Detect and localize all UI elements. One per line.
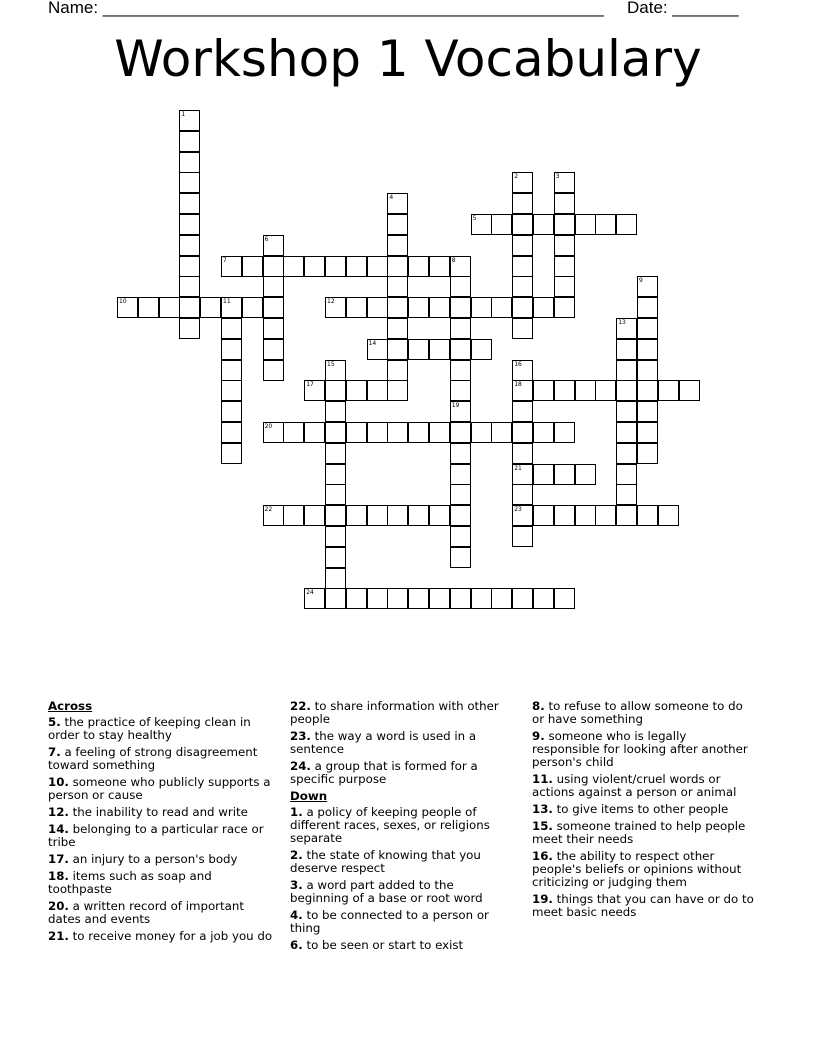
clue-number: 22 <box>264 506 273 514</box>
grid-cell[interactable] <box>325 380 346 401</box>
grid-cell[interactable] <box>450 464 471 485</box>
grid-cell[interactable] <box>512 276 533 297</box>
clue-label: 8. <box>532 699 545 713</box>
grid-cell[interactable] <box>450 276 471 297</box>
grid-cell[interactable] <box>450 297 471 318</box>
clue-label: 21. <box>48 929 69 943</box>
grid-cell[interactable] <box>304 505 325 526</box>
grid-cell[interactable] <box>575 214 596 235</box>
clue-item <box>290 879 510 905</box>
name-field[interactable]: Name: _____________________________________________________ <box>48 0 604 17</box>
grid-cell[interactable] <box>554 172 575 193</box>
grid-cell[interactable] <box>408 256 429 277</box>
grid-cell[interactable] <box>221 256 242 277</box>
clue-item <box>48 900 273 926</box>
grid-cell[interactable] <box>595 380 616 401</box>
grid-cell[interactable] <box>533 380 554 401</box>
grid-cell[interactable] <box>221 401 242 422</box>
grid-cell[interactable] <box>325 568 346 589</box>
grid-cell[interactable] <box>221 318 242 339</box>
grid-cell[interactable] <box>263 360 284 381</box>
clue-text: a feeling of strong disagreement toward something <box>48 745 258 772</box>
grid-cell[interactable] <box>512 401 533 422</box>
clue-text: someone trained to help people meet their needs <box>532 819 746 846</box>
grid-cell[interactable] <box>450 526 471 547</box>
clue-text: to share information with other people <box>290 699 499 726</box>
grid-cell[interactable] <box>429 505 450 526</box>
across-heading: Across <box>48 699 93 713</box>
grid-cell[interactable] <box>471 588 492 609</box>
grid-cell[interactable] <box>325 401 346 422</box>
grid-cell[interactable] <box>450 318 471 339</box>
grid-cell[interactable] <box>325 464 346 485</box>
grid-cell[interactable] <box>325 443 346 464</box>
grid-cell[interactable] <box>263 339 284 360</box>
grid-cell[interactable] <box>325 526 346 547</box>
date-field[interactable]: Date: _______ <box>627 0 739 17</box>
grid-cell[interactable] <box>616 464 637 485</box>
grid-cell[interactable] <box>491 422 512 443</box>
grid-cell[interactable] <box>679 380 700 401</box>
grid-cell[interactable] <box>325 256 346 277</box>
clue-text: to be seen or start to exist <box>302 938 464 952</box>
grid-cell[interactable] <box>387 297 408 318</box>
down-heading: Down <box>290 789 328 803</box>
grid-cell[interactable] <box>325 547 346 568</box>
grid-cell[interactable] <box>471 422 492 443</box>
grid-cell[interactable] <box>367 297 388 318</box>
grid-cell[interactable] <box>491 214 512 235</box>
grid-cell[interactable] <box>512 526 533 547</box>
grid-cell[interactable] <box>512 297 533 318</box>
clue-text: the state of knowing that you deserve respect <box>290 848 481 875</box>
grid-cell[interactable] <box>450 484 471 505</box>
grid-cell[interactable] <box>221 443 242 464</box>
clue-number: 4 <box>389 194 394 202</box>
grid-cell[interactable] <box>512 464 533 485</box>
clue-text: belonging to a particular race or tribe <box>48 822 264 849</box>
grid-cell[interactable] <box>533 214 554 235</box>
clue-label: 1. <box>290 805 303 819</box>
grid-cell[interactable] <box>616 422 637 443</box>
clue-number: 19 <box>451 402 460 410</box>
grid-cell[interactable] <box>200 297 221 318</box>
clue-number: 8 <box>451 256 456 264</box>
grid-cell[interactable] <box>179 276 200 297</box>
clue-item <box>290 700 510 726</box>
grid-cell[interactable] <box>387 360 408 381</box>
grid-cell[interactable] <box>346 588 367 609</box>
grid-cell[interactable] <box>616 484 637 505</box>
grid-cell[interactable] <box>408 339 429 360</box>
grid-cell[interactable] <box>637 276 658 297</box>
clue-label: 6. <box>290 938 303 952</box>
grid-cell[interactable] <box>138 297 159 318</box>
grid-cell[interactable] <box>491 588 512 609</box>
grid-cell[interactable] <box>387 380 408 401</box>
grid-cell[interactable] <box>221 360 242 381</box>
clue-item <box>48 870 273 896</box>
grid-cell[interactable] <box>616 214 637 235</box>
grid-cell[interactable] <box>387 214 408 235</box>
grid-cell[interactable] <box>637 505 658 526</box>
grid-cell[interactable] <box>450 547 471 568</box>
clue-label: 5. <box>48 715 61 729</box>
grid-cell[interactable] <box>242 297 263 318</box>
grid-cell[interactable] <box>179 172 200 193</box>
clue-item <box>532 850 757 889</box>
grid-cell[interactable] <box>616 443 637 464</box>
clue-text: to refuse to allow someone to do or have something <box>532 699 743 726</box>
grid-cell[interactable] <box>179 297 200 318</box>
grid-cell[interactable] <box>429 256 450 277</box>
grid-cell[interactable] <box>283 505 304 526</box>
grid-cell[interactable] <box>325 588 346 609</box>
clue-number: 6 <box>264 235 269 243</box>
clue-label: 3. <box>290 878 303 892</box>
grid-cell[interactable] <box>533 505 554 526</box>
grid-cell[interactable] <box>512 484 533 505</box>
grid-cell[interactable] <box>450 588 471 609</box>
clue-number: 12 <box>327 298 335 306</box>
grid-cell[interactable] <box>616 380 637 401</box>
clue-number: 7 <box>223 256 227 264</box>
clue-label: 22. <box>290 699 311 713</box>
grid-cell[interactable] <box>533 422 554 443</box>
grid-cell[interactable] <box>387 339 408 360</box>
clue-item <box>290 730 510 756</box>
grid-cell[interactable] <box>512 380 533 401</box>
grid-cell[interactable] <box>450 380 471 401</box>
clue-number: 17 <box>306 381 314 389</box>
clue-number: 23 <box>514 506 522 514</box>
clue-number: 16 <box>514 360 522 368</box>
clue-text: things that you can have or do to meet basic needs <box>532 892 754 919</box>
grid-cell[interactable] <box>554 235 575 256</box>
clue-text: to receive money for a job you do <box>68 929 273 943</box>
grid-cell[interactable] <box>283 256 304 277</box>
grid-cell[interactable] <box>450 256 471 277</box>
grid-cell[interactable] <box>575 505 596 526</box>
grid-cell[interactable] <box>554 422 575 443</box>
grid-cell[interactable] <box>554 505 575 526</box>
grid-cell[interactable] <box>387 505 408 526</box>
grid-cell[interactable] <box>387 588 408 609</box>
grid-cell[interactable] <box>512 256 533 277</box>
grid-cell[interactable] <box>554 380 575 401</box>
clue-number: 11 <box>223 298 231 306</box>
grid-cell[interactable] <box>450 505 471 526</box>
grid-cell[interactable] <box>263 505 284 526</box>
grid-cell[interactable] <box>387 276 408 297</box>
grid-cell[interactable] <box>637 422 658 443</box>
grid-cell[interactable] <box>179 131 200 152</box>
grid-cell[interactable] <box>554 256 575 277</box>
grid-cell[interactable] <box>408 297 429 318</box>
grid-cell[interactable] <box>533 297 554 318</box>
clue-item <box>532 730 757 769</box>
grid-cell[interactable] <box>242 256 263 277</box>
page-title: Workshop 1 Vocabulary <box>114 30 702 88</box>
clue-text: the inability to read and write <box>68 805 248 819</box>
clue-number: 18 <box>514 381 522 389</box>
clue-item <box>532 820 757 846</box>
clue-item <box>48 823 273 849</box>
clue-label: 23. <box>290 729 311 743</box>
grid-cell[interactable] <box>450 360 471 381</box>
grid-cell[interactable] <box>179 193 200 214</box>
clue-number: 13 <box>618 319 626 326</box>
clue-text: using violent/cruel words or actions against a person or animal <box>532 772 737 799</box>
clue-label: 24. <box>290 759 311 773</box>
grid-cell[interactable] <box>554 588 575 609</box>
clue-label: 17. <box>48 852 69 866</box>
clue-label: 18. <box>48 869 69 883</box>
grid-cell[interactable] <box>367 588 388 609</box>
grid-cell[interactable] <box>325 360 346 381</box>
clue-number: 2 <box>514 173 519 181</box>
clue-number: 24 <box>306 589 314 597</box>
grid-cell[interactable] <box>159 297 180 318</box>
grid-cell[interactable] <box>512 588 533 609</box>
grid-cell[interactable] <box>387 256 408 277</box>
clue-text: a group that is formed for a specific purpose <box>290 759 478 786</box>
clue-label: 7. <box>48 745 61 759</box>
grid-cell[interactable] <box>221 422 242 443</box>
clue-label: 13. <box>532 802 553 816</box>
clue-item <box>532 773 757 799</box>
clue-label: 14. <box>48 822 69 836</box>
clue-text: to give items to other people <box>552 802 729 816</box>
clue-item <box>290 909 510 935</box>
grid-cell[interactable] <box>575 380 596 401</box>
grid-cell[interactable] <box>616 318 637 339</box>
grid-cell[interactable] <box>325 297 346 318</box>
grid-cell[interactable] <box>658 505 679 526</box>
grid-cell[interactable] <box>408 422 429 443</box>
clue-text: the practice of keeping clean in order to stay healthy <box>48 715 251 742</box>
grid-cell[interactable] <box>429 297 450 318</box>
clue-number: 5 <box>472 215 477 222</box>
grid-cell[interactable] <box>346 380 367 401</box>
clue-number: 20 <box>264 423 273 430</box>
grid-cell[interactable] <box>263 318 284 339</box>
grid-cell[interactable] <box>429 588 450 609</box>
clues-column-1 <box>48 700 273 947</box>
grid-cell[interactable] <box>429 422 450 443</box>
grid-cell[interactable] <box>616 339 637 360</box>
grid-cell[interactable] <box>554 297 575 318</box>
grid-cell[interactable] <box>637 360 658 381</box>
clue-number: 15 <box>327 360 335 368</box>
clue-label: 10. <box>48 775 69 789</box>
grid-cell[interactable] <box>575 464 596 485</box>
grid-cell[interactable] <box>471 297 492 318</box>
clue-label: 15. <box>532 819 553 833</box>
grid-cell[interactable] <box>616 505 637 526</box>
clue-number: 21 <box>514 464 522 472</box>
grid-cell[interactable] <box>179 235 200 256</box>
clue-number: 1 <box>181 111 186 118</box>
clue-item <box>290 849 510 875</box>
grid-cell[interactable] <box>263 256 284 277</box>
clue-label: 9. <box>532 729 545 743</box>
clue-item <box>290 760 510 786</box>
grid-cell[interactable] <box>263 297 284 318</box>
clue-text: someone who is legally responsible for looking after another person's child <box>532 729 748 769</box>
grid-cell[interactable] <box>367 380 388 401</box>
grid-cell[interactable] <box>491 297 512 318</box>
grid-cell[interactable] <box>346 297 367 318</box>
grid-cell[interactable] <box>325 484 346 505</box>
grid-cell[interactable] <box>554 193 575 214</box>
clue-label: 12. <box>48 805 69 819</box>
clue-number: 10 <box>119 298 127 306</box>
grid-cell[interactable] <box>117 297 138 318</box>
grid-cell[interactable] <box>179 256 200 277</box>
clue-text: items such as soap and toothpaste <box>48 869 212 896</box>
grid-cell[interactable] <box>512 360 533 381</box>
grid-cell[interactable] <box>450 401 471 422</box>
clue-item <box>532 893 757 919</box>
clue-text: a word part added to the beginning of a base or root word <box>290 878 483 905</box>
grid-cell[interactable] <box>263 422 284 443</box>
grid-cell[interactable] <box>304 422 325 443</box>
grid-cell[interactable] <box>304 380 325 401</box>
clue-number: 3 <box>555 173 560 181</box>
grid-cell[interactable] <box>512 505 533 526</box>
clue-label: 19. <box>532 892 553 906</box>
grid-cell[interactable] <box>367 422 388 443</box>
grid-cell[interactable] <box>637 401 658 422</box>
grid-cell[interactable] <box>512 443 533 464</box>
grid-cell[interactable] <box>387 318 408 339</box>
grid-cell[interactable] <box>595 214 616 235</box>
grid-cell[interactable] <box>325 505 346 526</box>
clue-text: the ability to respect other people's beliefs or opinions without criticizing or judging them <box>532 849 742 889</box>
clue-item <box>48 806 273 819</box>
clue-text: a written record of important dates and events <box>48 899 244 926</box>
grid-cell[interactable] <box>387 193 408 214</box>
grid-cell[interactable] <box>450 339 471 360</box>
clue-item <box>290 806 510 845</box>
grid-cell[interactable] <box>637 318 658 339</box>
grid-cell[interactable] <box>616 401 637 422</box>
grid-cell[interactable] <box>179 214 200 235</box>
clue-text: the way a word is used in a sentence <box>290 729 477 756</box>
clue-item <box>532 700 757 726</box>
grid-cell[interactable] <box>283 422 304 443</box>
grid-cell[interactable] <box>304 256 325 277</box>
grid-cell[interactable] <box>637 380 658 401</box>
grid-cell[interactable] <box>471 339 492 360</box>
grid-cell[interactable] <box>595 505 616 526</box>
grid-cell[interactable] <box>346 256 367 277</box>
grid-cell[interactable] <box>429 339 450 360</box>
grid-cell[interactable] <box>325 422 346 443</box>
clue-item <box>48 853 273 866</box>
grid-cell[interactable] <box>512 422 533 443</box>
grid-cell[interactable] <box>450 422 471 443</box>
clue-item <box>48 716 273 742</box>
grid-cell[interactable] <box>512 235 533 256</box>
clue-text: to be connected to a person or thing <box>290 908 489 935</box>
grid-cell[interactable] <box>179 152 200 173</box>
grid-cell[interactable] <box>533 588 554 609</box>
clue-item <box>532 803 757 816</box>
grid-cell[interactable] <box>346 422 367 443</box>
grid-cell[interactable] <box>387 235 408 256</box>
grid-cell[interactable] <box>637 443 658 464</box>
grid-cell[interactable] <box>512 318 533 339</box>
clue-text: someone who publicly supports a person or cause <box>48 775 271 802</box>
grid-cell[interactable] <box>533 464 554 485</box>
grid-cell[interactable] <box>367 505 388 526</box>
clue-text: a policy of keeping people of different races, sexes, or religions separate <box>290 805 490 845</box>
clue-label: 11. <box>532 772 553 786</box>
clues-column-3 <box>532 700 757 923</box>
grid-cell[interactable] <box>221 297 242 318</box>
grid-cell[interactable] <box>263 235 284 256</box>
grid-cell[interactable] <box>658 380 679 401</box>
grid-cell[interactable] <box>554 464 575 485</box>
grid-cell[interactable] <box>450 443 471 464</box>
grid-cell[interactable] <box>367 339 388 360</box>
grid-cell[interactable] <box>512 172 533 193</box>
grid-cell[interactable] <box>387 422 408 443</box>
clue-label: 4. <box>290 908 303 922</box>
grid-cell[interactable] <box>346 505 367 526</box>
grid-cell[interactable] <box>367 256 388 277</box>
clue-text: an injury to a person's body <box>68 852 238 866</box>
grid-cell[interactable] <box>408 588 429 609</box>
clue-item <box>48 776 273 802</box>
clue-label: 20. <box>48 899 69 913</box>
grid-cell[interactable] <box>221 339 242 360</box>
clue-item <box>48 930 273 943</box>
grid-cell[interactable] <box>616 360 637 381</box>
grid-cell[interactable] <box>512 193 533 214</box>
clue-label: 2. <box>290 848 303 862</box>
clue-item <box>48 746 273 772</box>
grid-cell[interactable] <box>637 339 658 360</box>
clue-number: 14 <box>368 339 377 347</box>
grid-cell[interactable] <box>554 214 575 235</box>
grid-cell[interactable] <box>637 297 658 318</box>
grid-cell[interactable] <box>554 276 575 297</box>
clues-column-2 <box>290 700 510 956</box>
grid-cell[interactable] <box>179 110 200 131</box>
grid-cell[interactable] <box>471 214 492 235</box>
clue-item <box>290 939 510 952</box>
grid-cell[interactable] <box>263 276 284 297</box>
clue-label: 16. <box>532 849 553 863</box>
grid-cell[interactable] <box>221 380 242 401</box>
grid-cell[interactable] <box>512 214 533 235</box>
grid-cell[interactable] <box>179 318 200 339</box>
grid-cell[interactable] <box>408 505 429 526</box>
clue-number: 9 <box>639 277 643 285</box>
grid-cell[interactable] <box>304 588 325 609</box>
